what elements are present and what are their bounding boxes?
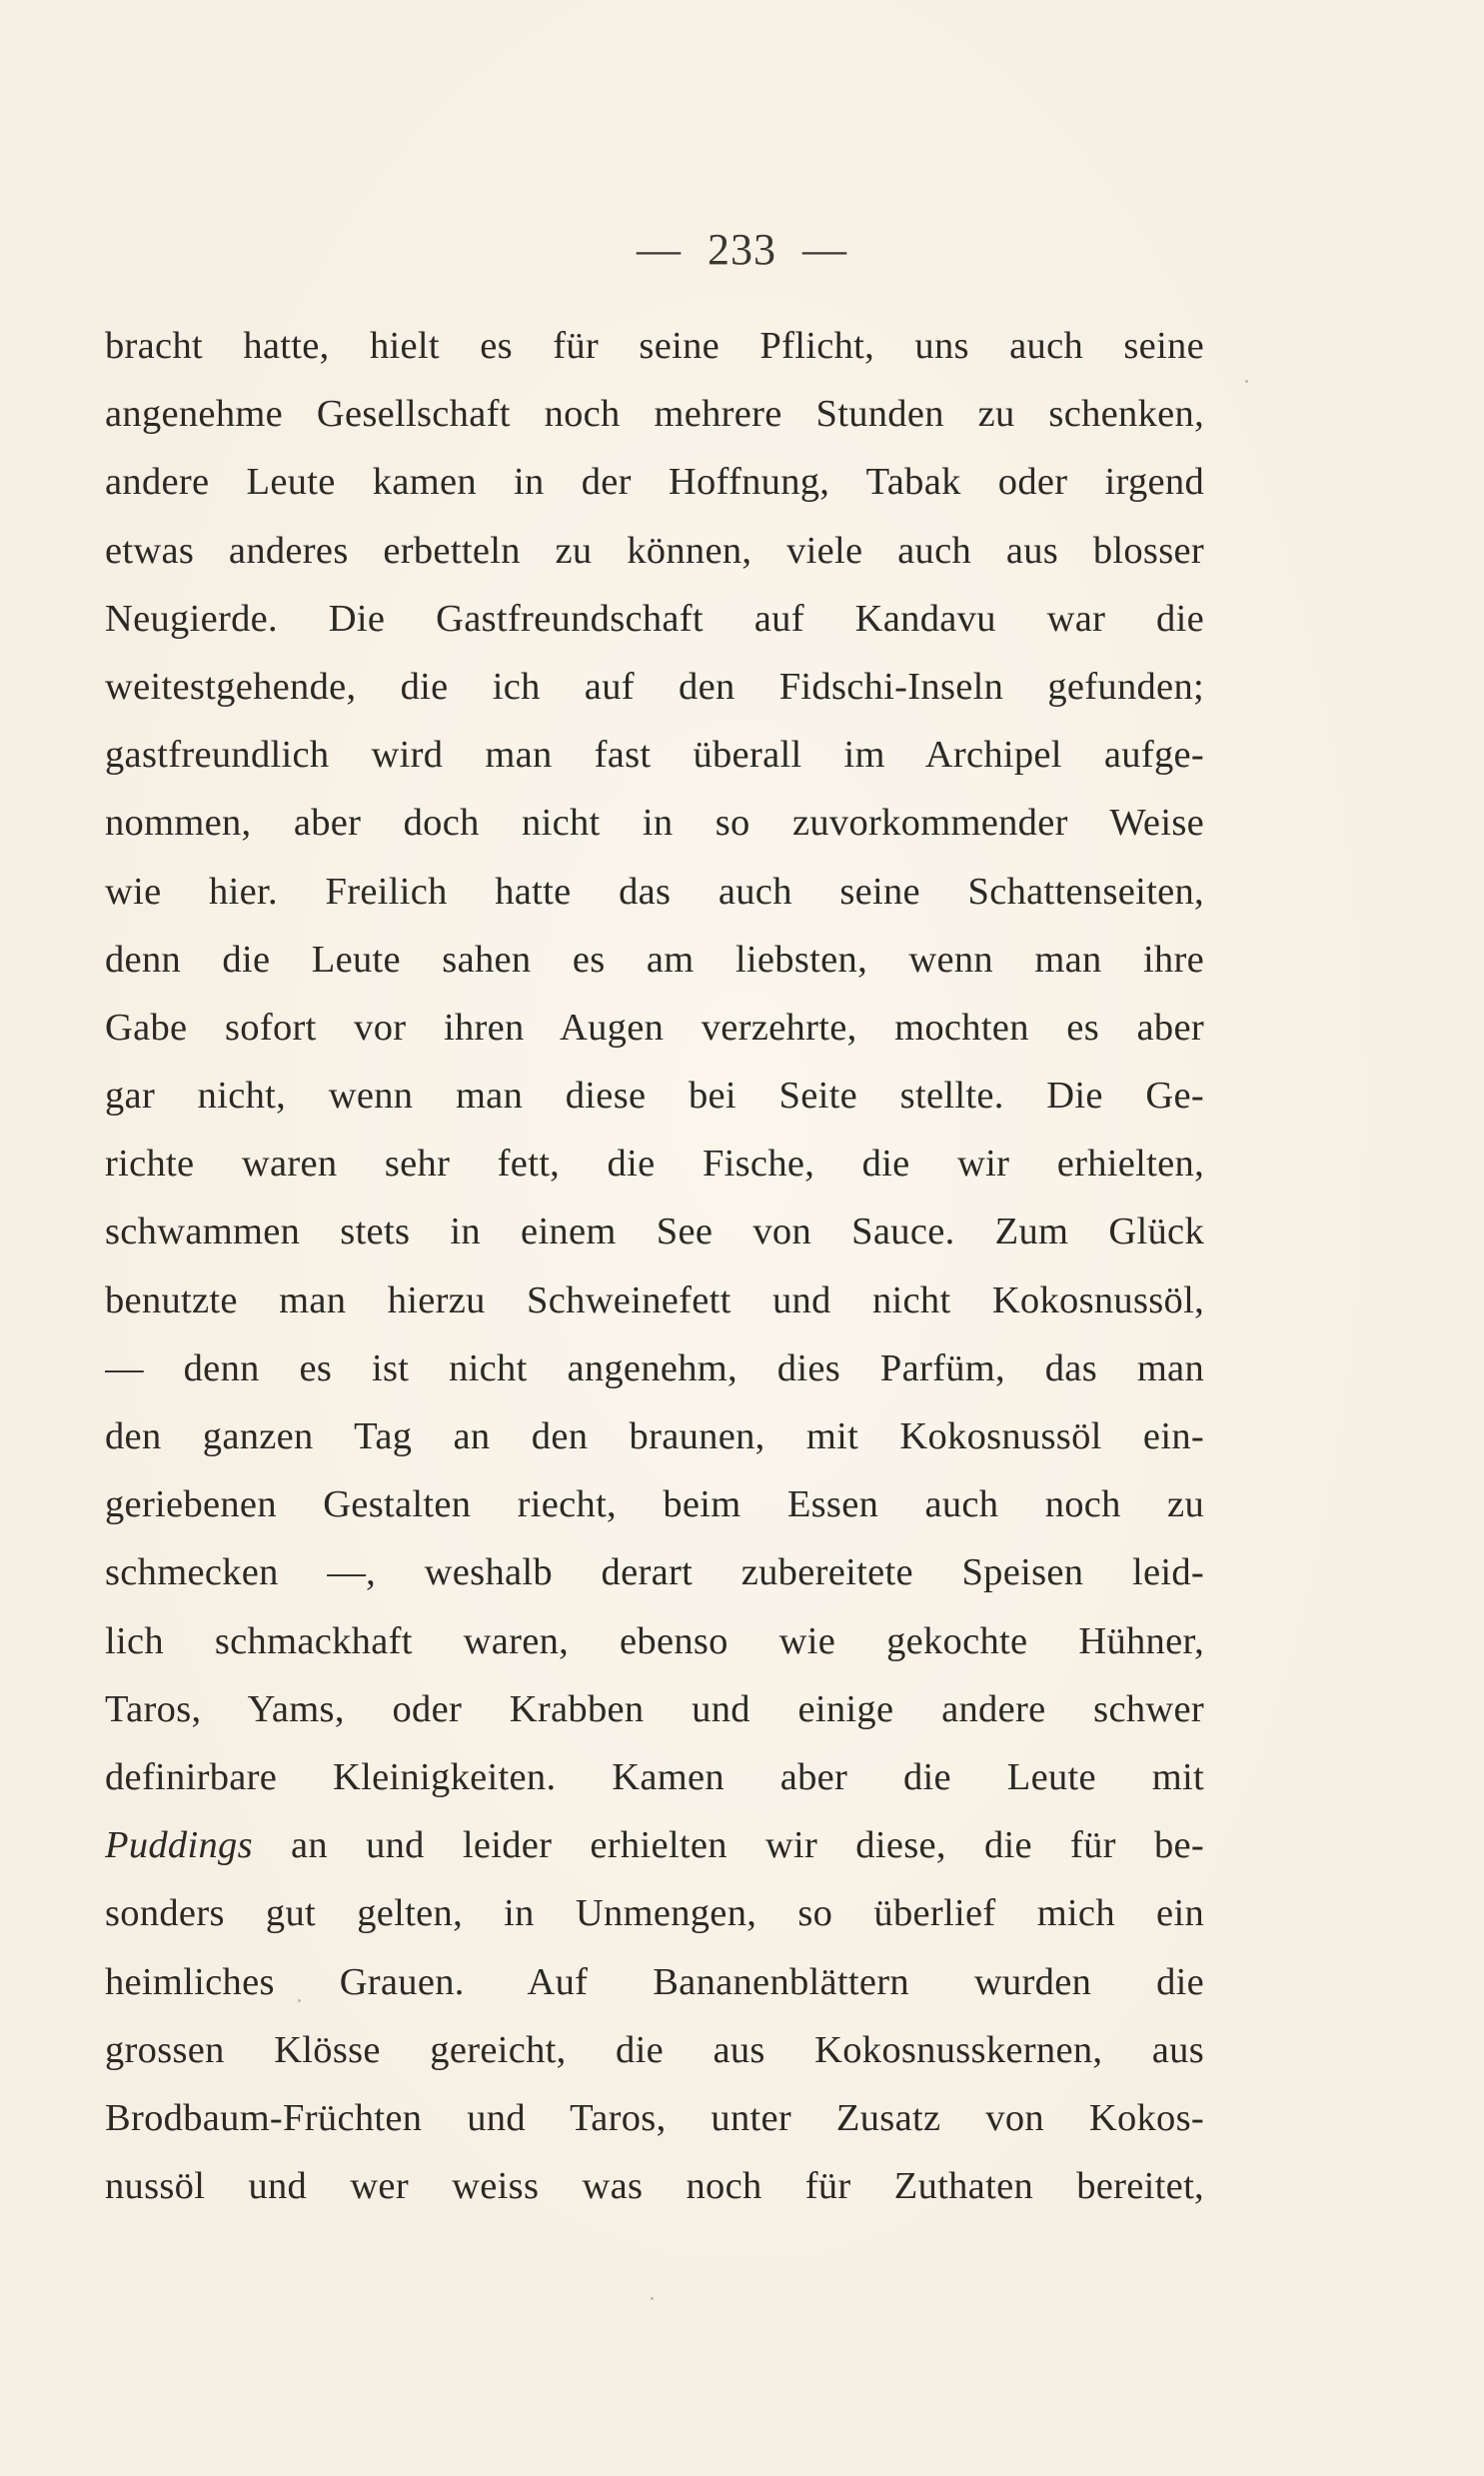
text-line: — denn es ist nicht angenehm, dies Parfüm, das man — [105, 1346, 1204, 1389]
text-line: nussöl und wer weiss was noch für Zuthaten bereitet, — [105, 2165, 1204, 2208]
text-line: Brodbaum-Früchten und Taros, unter Zusatz von Kokos- — [105, 2096, 1204, 2139]
text-line: Taros, Yams, oder Krabben und einige andere schwer — [105, 1687, 1204, 1730]
paper-speck — [298, 1999, 301, 2002]
text-line: den ganzen Tag an den braunen, mit Kokosnussöl ein- — [105, 1415, 1204, 1457]
text-line: richte waren sehr fett, die Fische, die wir erhielten, — [105, 1143, 1204, 1186]
text-line: andere Leute kamen in der Hoffnung, Tabak oder irgend — [105, 461, 1204, 504]
text-line-italic-start — [105, 1811, 1204, 1879]
line-rest: an und leider erhielten wir diese, die für be- — [252, 1824, 1204, 1867]
text-line: heimliches Grauen. Auf Bananenblättern wurden die — [105, 1960, 1204, 2003]
text-line: gar nicht, wenn man diese bei Seite stellte. Die Ge- — [105, 1075, 1204, 1118]
text-line: nommen, aber doch nicht in so zuvorkommender Weise — [105, 802, 1204, 845]
paper-speck — [651, 2297, 654, 2300]
text-line: weitestgehende, die ich auf den Fidschi-Inseln gefunden; — [105, 665, 1204, 708]
text-line: schmecken —, weshalb derart zubereitete Speisen leid- — [105, 1551, 1204, 1594]
text-line: etwas anderes erbetteln zu können, viele auch aus blosser — [105, 529, 1204, 572]
text-line: lich schmackhaft waren, ebenso wie gekochte Hühner, — [105, 1619, 1204, 1662]
text-line: definirbare Kleinigkeiten. Kamen aber die Leute mit — [105, 1755, 1204, 1798]
text-line: denn die Leute sahen es am liebsten, wenn man ihre — [105, 938, 1204, 981]
text-line: angenehme Gesellschaft noch mehrere Stunden zu schenken, — [105, 393, 1204, 436]
text-line: Gabe sofort vor ihren Augen verzehrte, mochten es aber — [105, 1006, 1204, 1049]
text-line: geriebenen Gestalten riecht, beim Essen auch noch zu — [105, 1483, 1204, 1526]
page-number: — 233 — — [637, 225, 847, 274]
text-line: schwammen stets in einem See von Sauce. Zum Glück — [105, 1211, 1204, 1253]
text-line: sonders gut gelten, in Unmengen, so überlief mich ein — [105, 1892, 1204, 1935]
paper-speck — [1245, 380, 1248, 383]
text-line: wie hier. Freilich hatte das auch seine Schattenseiten, — [105, 870, 1204, 913]
body-text — [105, 312, 1204, 2220]
text-line: gastfreundlich wird man fast überall im Archipel aufge- — [105, 734, 1204, 777]
text-line: benutzte man hierzu Schweinefett und nicht Kokosnussöl, — [105, 1278, 1204, 1321]
italic-word: Puddings — [105, 1824, 253, 1867]
text-line: bracht hatte, hielt es für seine Pflicht, uns auch seine — [105, 325, 1204, 367]
text-line: grossen Klösse gereicht, die aus Kokosnusskernen, aus — [105, 2028, 1204, 2071]
text-line: Neugierde. Die Gastfreundschaft auf Kandavu war die — [105, 597, 1204, 640]
